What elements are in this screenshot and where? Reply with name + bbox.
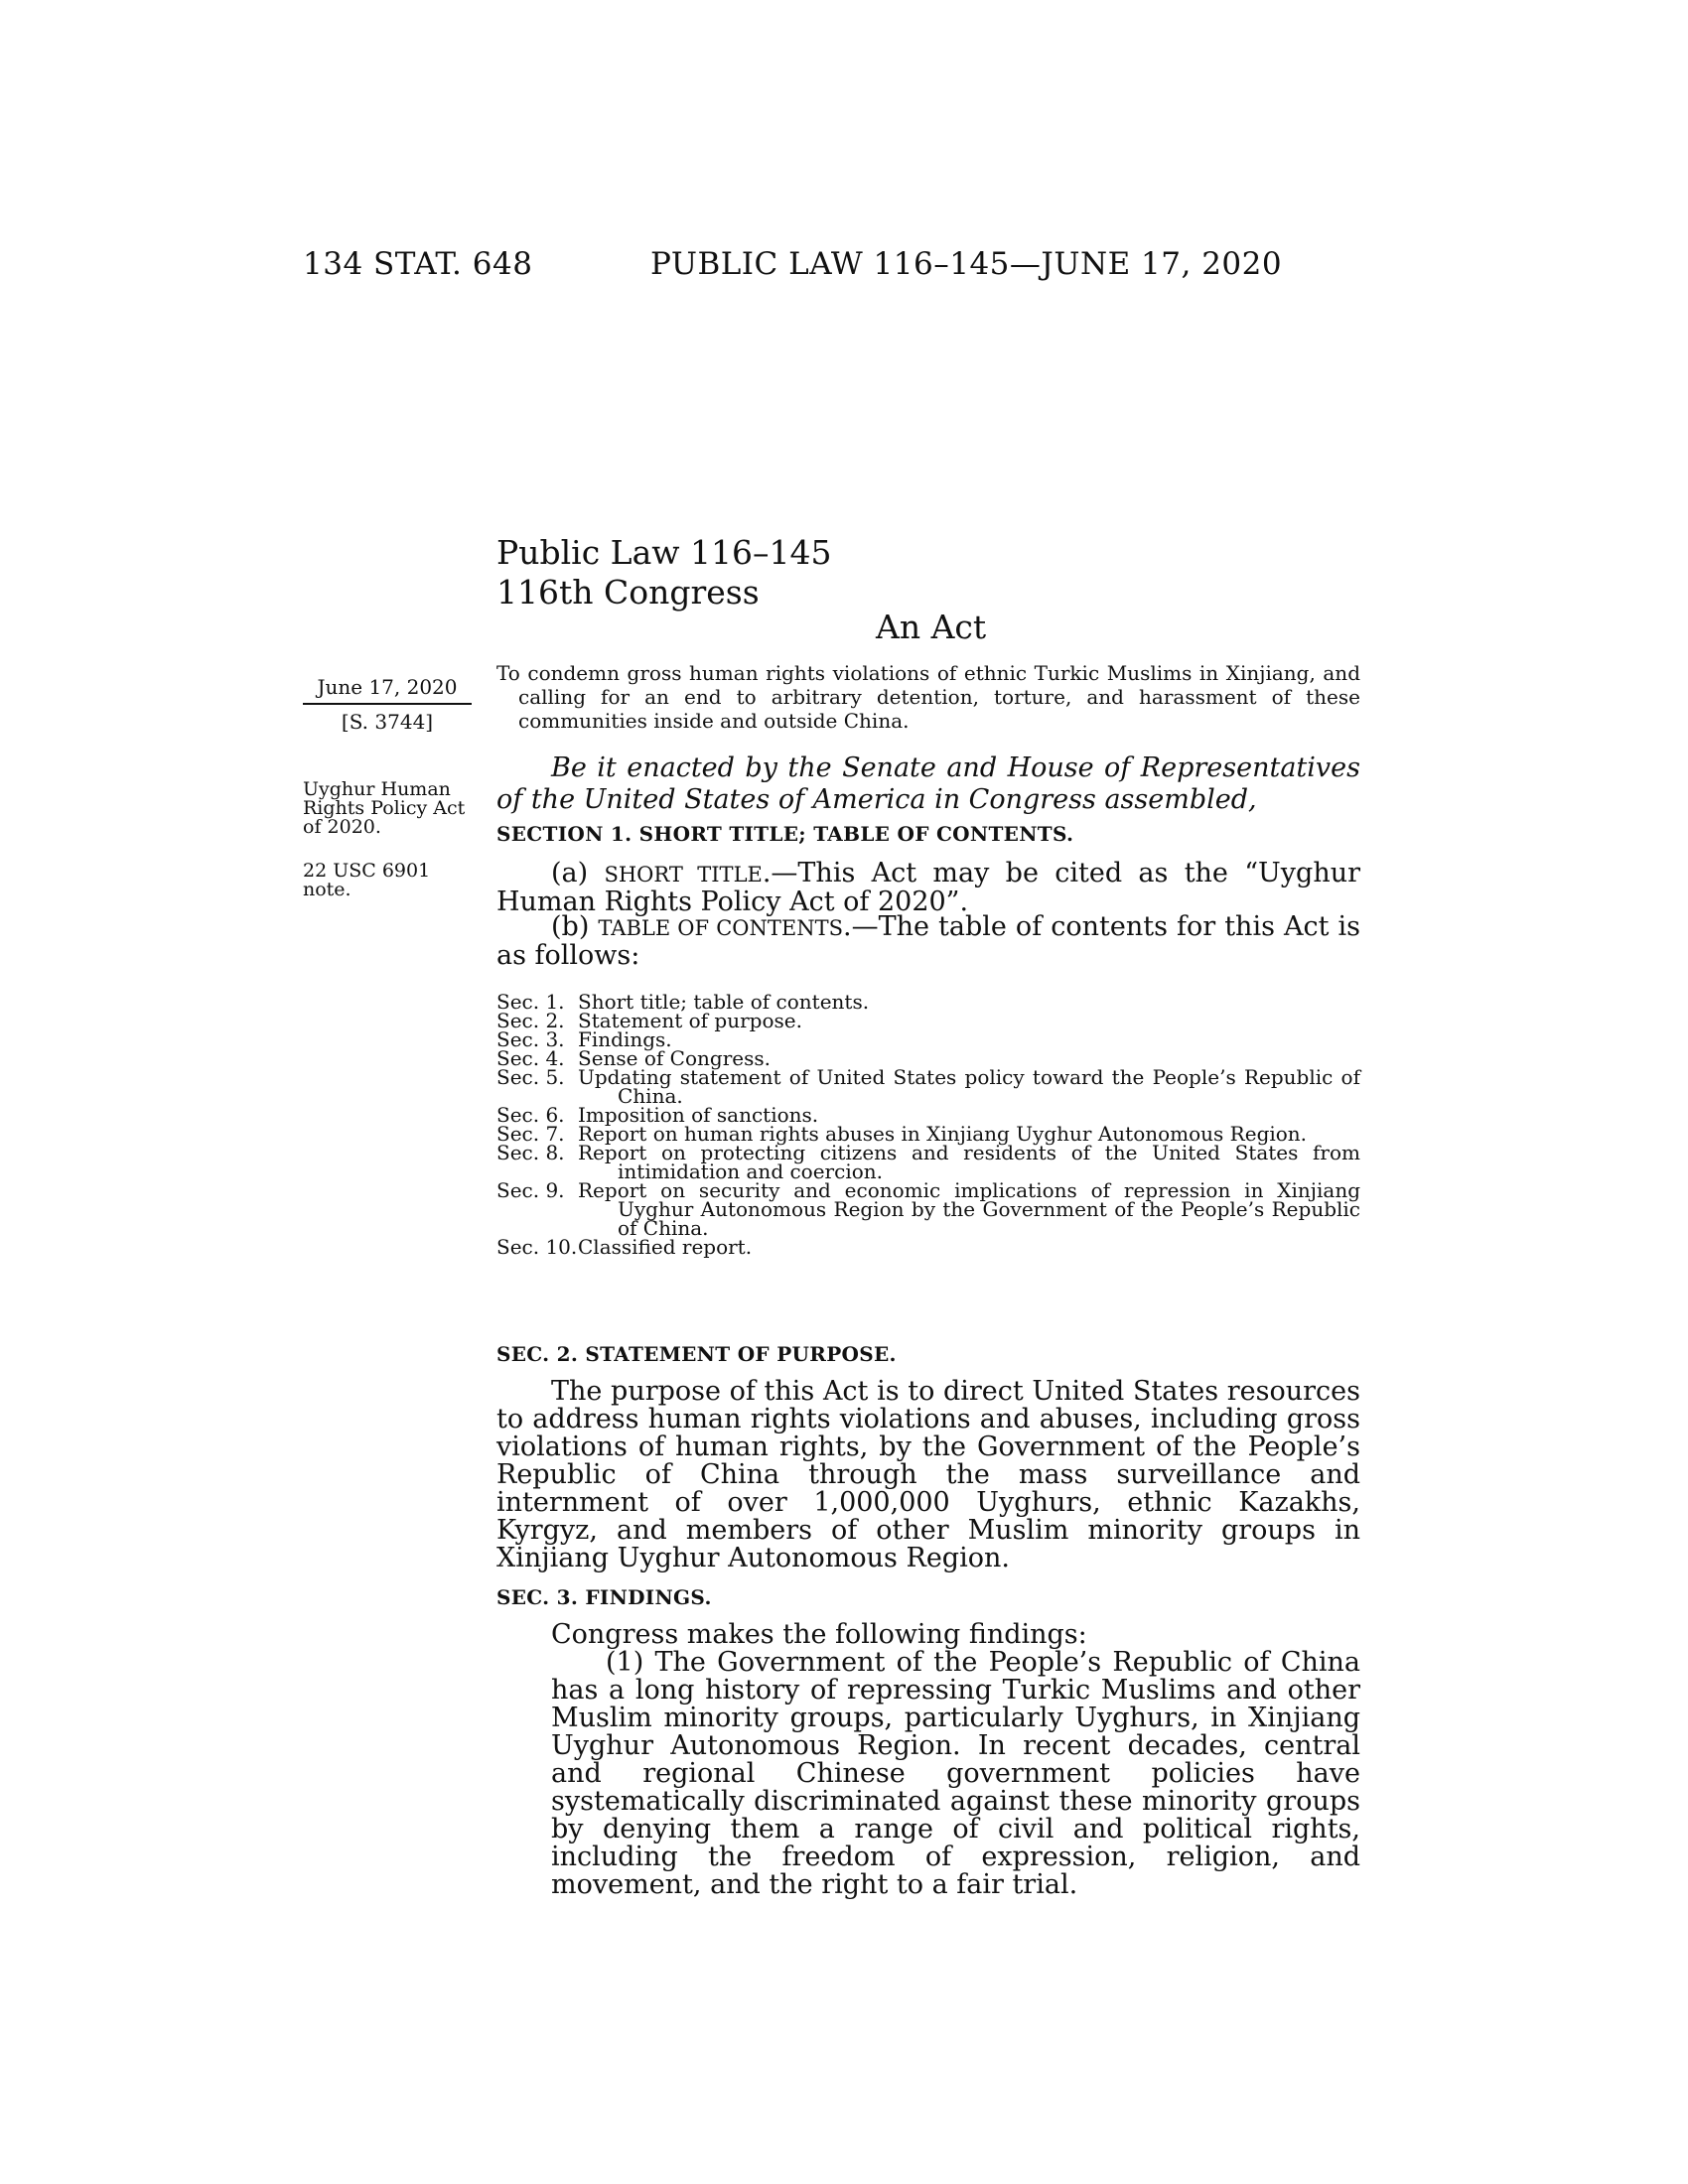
toc-item (496, 1141, 1360, 1183)
section-1a-label: (a) (551, 858, 605, 888)
toc-item (496, 1235, 1360, 1259)
toc-item-text: Classified report. (578, 1235, 753, 1259)
finding-1: (1) The Government of the People’s Republic of China has a long history of repressing Turkic Muslims and other Muslim minority groups, particularly Uyghurs, in Xinjiang Uyghur Autonomous Region. In recent decades, central and regional Chinese government policies have systematically discriminated against these minority groups by denying them a range of civil and political rights, including the freedom of expression, religion, and movement, and the right to a fair trial. (551, 1647, 1360, 1900)
margin-usc-note: 22 USC 6901 note. (303, 860, 431, 900)
toc-item-number: Sec. 7. (496, 1122, 565, 1146)
section-1b-label: (b) (551, 911, 599, 942)
toc-item-text: Report on protecting citizens and residents of the United States from intimidation and coercion. (578, 1141, 1360, 1183)
toc-item-number: Sec. 6. (496, 1103, 565, 1127)
margin-date-note (303, 675, 472, 735)
toc-item-number: Sec. 3. (496, 1027, 565, 1051)
bill-number: [S. 3744] (341, 710, 434, 734)
toc-item-text: Report on human rights abuses in Xinjiang Uyghur Autonomous Region. (578, 1122, 1308, 1146)
section-3-lead: Congress makes the following findings: (551, 1619, 1087, 1650)
section-3-body (496, 1621, 1360, 1899)
toc-item-text: Updating statement of United States policy toward the People’s Republic of China. (578, 1065, 1360, 1108)
enacting-clause: Be it enacted by the Senate and House of Representatives of the United States of America in Congress assembled, (496, 752, 1360, 815)
toc-item-number: Sec. 10. (496, 1235, 578, 1259)
stat-reference: 134 STAT. 648 (303, 246, 533, 282)
toc-item-number: Sec. 1. (496, 990, 565, 1014)
section-1b-paragraph (496, 913, 1360, 970)
congress-number: 116th Congress (496, 573, 760, 612)
section-1a-caption: SHORT TITLE (604, 863, 763, 887)
law-title-block (496, 533, 831, 613)
margin-short-title-note: Uyghur Human Rights Policy Act of 2020. (303, 778, 466, 838)
toc-item-text: Sense of Congress. (578, 1046, 771, 1070)
toc-item (496, 1065, 1360, 1108)
section-1b-caption: TABLE OF CONTENTS (598, 916, 844, 940)
toc-item-number: Sec. 8. (496, 1141, 565, 1164)
toc-item-text: Short title; table of contents. (578, 990, 870, 1014)
section-2-heading: SEC. 2. STATEMENT OF PURPOSE. (496, 1342, 897, 1366)
section-1b-text: .—The table of contents for this Act is as follows: (496, 911, 1361, 971)
act-label: An Act (876, 608, 987, 646)
law-number: Public Law 116–145 (496, 533, 832, 572)
section-1a-text: .—This Act may be cited as the “Uyghur Human Rights Policy Act of 2020”. (496, 858, 1361, 917)
toc-item-text: Imposition of sanctions. (578, 1103, 819, 1127)
toc-item-text: Findings. (578, 1027, 672, 1051)
toc-item-text: Report on security and economic implications of repression in Xinjiang Uyghur Autonomous Region by the Government of the People’s Republic of China. (578, 1178, 1360, 1240)
toc-item-text: Statement of purpose. (578, 1009, 802, 1032)
purpose-clause: To condemn gross human rights violations of ethnic Turkic Muslims in Xinjiang, and calling for an end to arbitrary detention, torture, and harassment of these communities inside and outside China. (496, 661, 1360, 733)
section-2-paragraph: The purpose of this Act is to direct United States resources to address human rights violations and abuses, including gross violations of human rights, by the Government of the People’s Republic of China through the mass surveillance and internment of over 1,000,000 Uyghurs, ethnic Kazakhs, Kyrgyz, and members of other Muslim minority groups in Xinjiang Uyghur Autonomous Region. (496, 1376, 1360, 1573)
section-1a-paragraph (496, 860, 1360, 916)
table-of-contents (496, 990, 1360, 1259)
enactment-date: June 17, 2020 (303, 675, 472, 705)
toc-item-number: Sec. 9. (496, 1178, 565, 1202)
section-1-heading: SECTION 1. SHORT TITLE; TABLE OF CONTENTS. (496, 822, 1074, 846)
toc-item-number: Sec. 5. (496, 1065, 565, 1089)
section-3-heading: SEC. 3. FINDINGS. (496, 1585, 712, 1609)
toc-item (496, 1178, 1360, 1240)
toc-item-number: Sec. 4. (496, 1046, 565, 1070)
toc-item-number: Sec. 2. (496, 1009, 565, 1032)
running-title: PUBLIC LAW 116–145—JUNE 17, 2020 (650, 246, 1283, 282)
running-header (303, 246, 1283, 290)
